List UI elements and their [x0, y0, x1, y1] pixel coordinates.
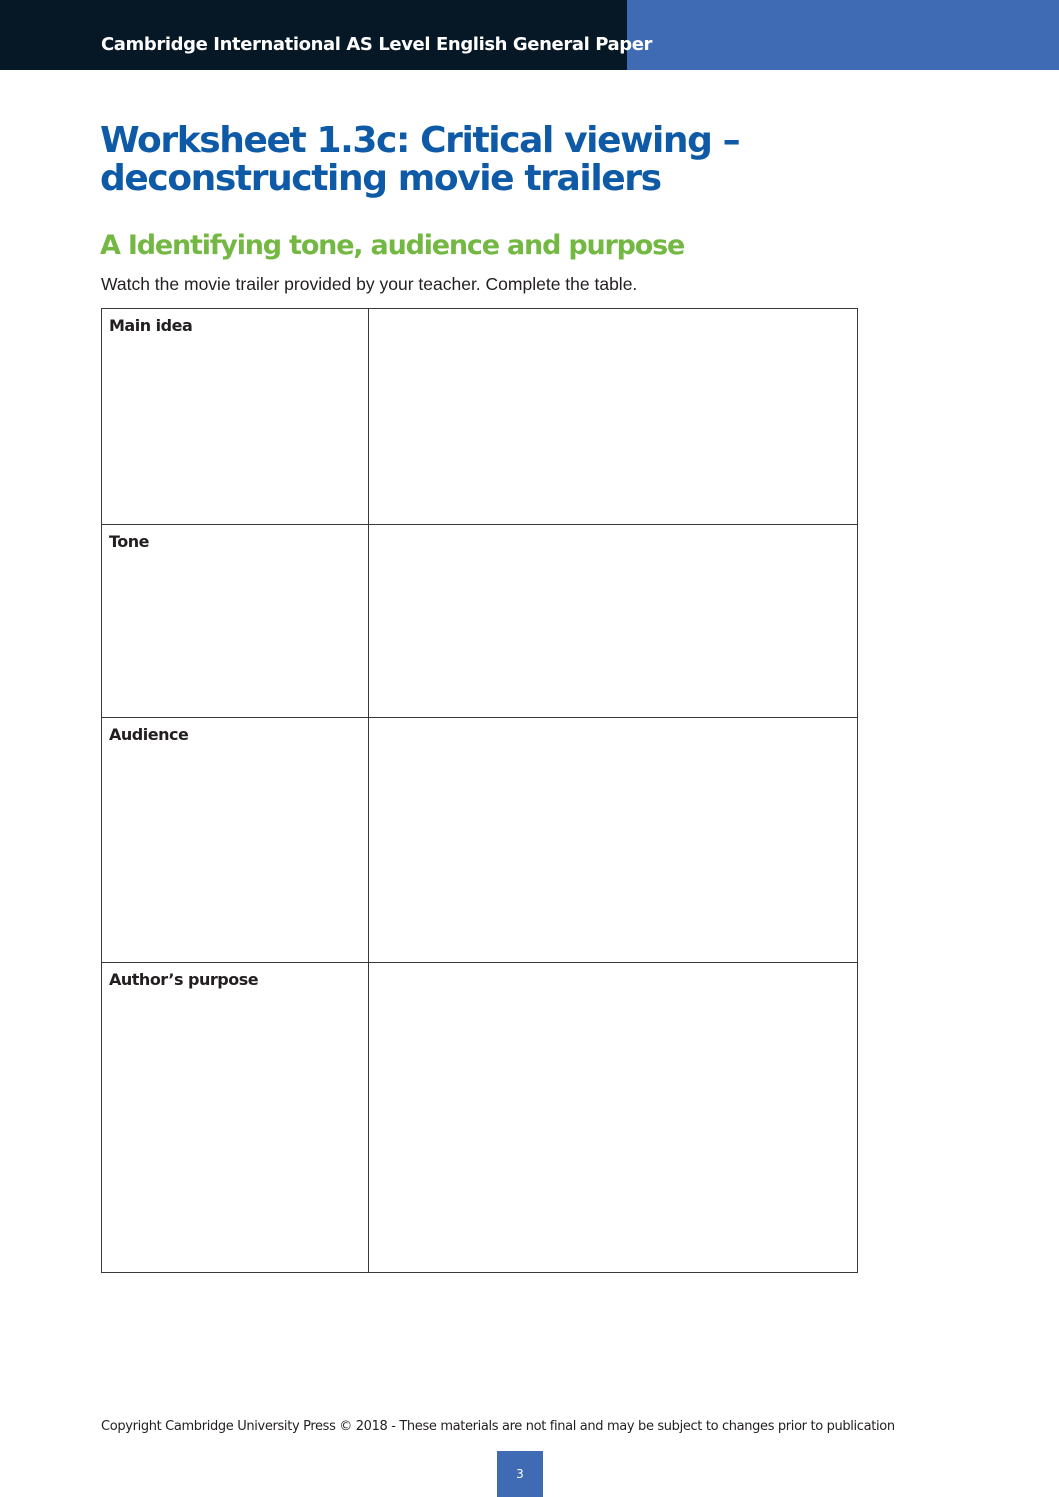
copyright-notice: Copyright Cambridge University Press © 2018 - These materials are not final and may be subject to changes prior to publication — [101, 1419, 895, 1434]
book-title: Cambridge International AS Level English General Paper — [101, 34, 653, 55]
table-row-main-idea — [102, 309, 858, 525]
row-label-cell — [102, 963, 369, 1273]
row-label-authors-purpose: Author’s purpose — [109, 970, 259, 989]
table-row-authors-purpose — [102, 963, 858, 1273]
worksheet-table — [101, 308, 858, 1273]
instruction-text: Watch the movie trailer provided by your teacher. Complete the table. — [101, 274, 638, 294]
row-label-cell — [102, 309, 369, 525]
row-label-cell — [102, 525, 369, 718]
table-row-audience — [102, 718, 858, 963]
answer-cell-authors-purpose[interactable] — [369, 963, 858, 1273]
page-number: 3 — [516, 1467, 524, 1481]
answer-cell-tone[interactable] — [369, 525, 858, 718]
header-accent-block — [627, 0, 1059, 70]
answer-cell-audience[interactable] — [369, 718, 858, 963]
row-label-cell — [102, 718, 369, 963]
answer-cell-main-idea[interactable] — [369, 309, 858, 525]
worksheet-title: Worksheet 1.3c: Critical viewing – deconstructing movie trailers — [100, 120, 740, 199]
section-heading: A Identifying tone, audience and purpose — [100, 230, 685, 261]
table-row-tone — [102, 525, 858, 718]
row-label-main-idea: Main idea — [109, 316, 193, 335]
row-label-tone: Tone — [109, 532, 150, 551]
row-label-audience: Audience — [109, 725, 189, 744]
page-number-badge — [497, 1451, 543, 1497]
